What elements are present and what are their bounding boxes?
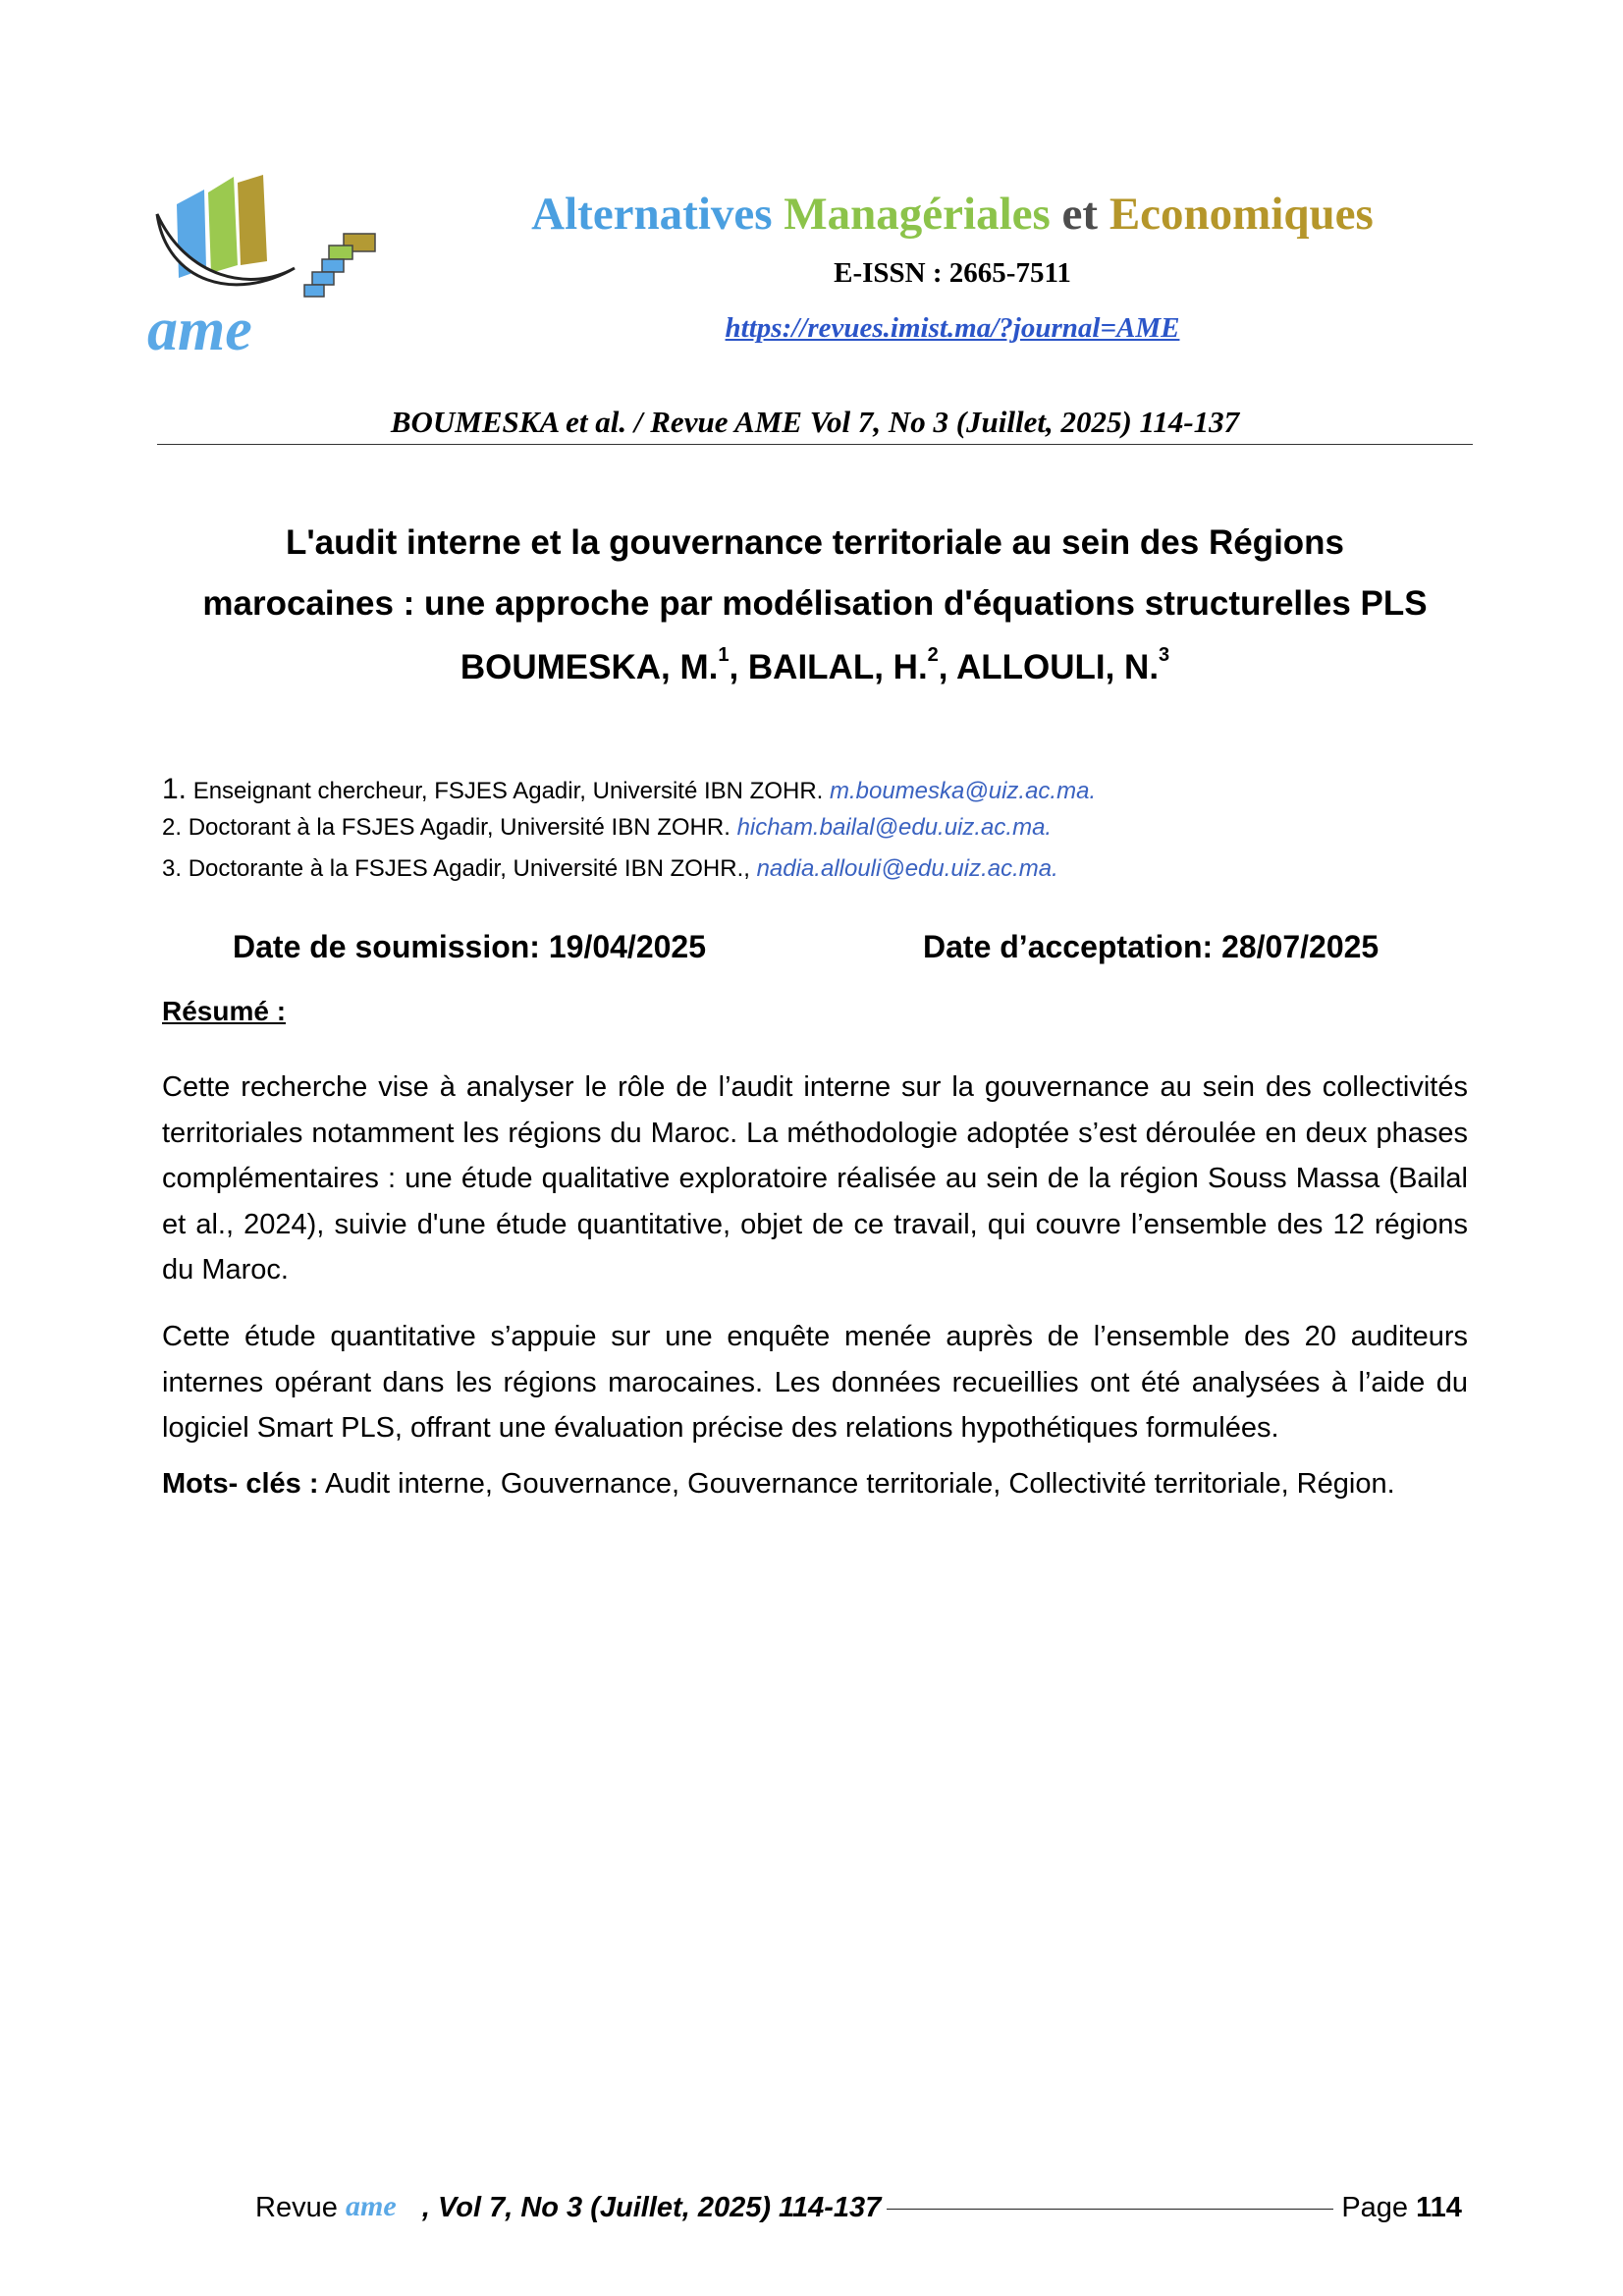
affiliation-2 [162,814,1052,842]
footer-logo-icon [346,2192,422,2221]
author-list: BOUMESKA, M.$^1$, BAILAL, H.$^2$, ALLOULI, N.$^3$ [460,644,1170,686]
paper-title-line-1: L'audit interne et la gouvernance territoriale au sein des Régions [285,523,1345,562]
paper-title [137,513,1492,634]
footer-page-label: Page [1341,2192,1417,2223]
journal-title [412,187,1492,242]
affiliation-text: Doctorant à la FSJES Agadir, Université IBN ZOHR. [188,814,737,841]
email-link[interactable]: hicham.bailal@edu.uiz.ac.ma. [736,814,1053,841]
email-link[interactable]: m.boumeska@uiz.ac.ma. [829,778,1097,804]
affiliation-number: 3. [162,855,183,882]
citation-header: BOUMESKA et al. / Revue AME Vol 7, No 3 (Juillet, 2025) 114-137 [390,405,1240,439]
author-name: BAILAL, H. [747,648,928,686]
journal-title-word-2: Managériales [784,189,1051,240]
author-superscript: 1 [718,644,730,666]
header-divider [157,444,1473,445]
abstract-heading: Résumé : [162,996,287,1026]
footer-citation: , Vol 7, No 3 (Juillet, 2025) 114-137 [421,2192,882,2223]
footer-divider [887,2209,1333,2210]
footer-prefix: Revue [255,2192,346,2223]
svg-text:ame: ame [345,2192,397,2221]
author-superscript: 3 [1159,644,1170,666]
paper-title-line-2: marocaines : une approche par modélisation d'équations structurelles PLS [202,584,1428,623]
affiliation-text: Doctorante à la FSJES Agadir, Université IBN ZOHR., [188,855,757,882]
page-number: 114 [1416,2192,1462,2223]
sailboats-logo-icon [147,175,407,356]
keywords-list: Audit interne, Gouvernance, Gouvernance territoriale, Collectivité territoriale, Région. [318,1468,1395,1500]
author-superscript: 2 [927,644,939,666]
journal-url-link[interactable]: https://revues.imist.ma/?journal=AME [725,312,1180,344]
acceptance-date: Date d’acceptation: 28/07/2025 [923,929,1380,964]
journal-logo [147,175,407,356]
abstract-paragraph: Cette recherche vise à analyser le rôle de l’audit interne sur la gouvernance au sein des collectivités territoriales notamment les régions du Maroc. La méthodologie adoptée s’est déroulée en deux phases complémentaires : une étude qualitative exploratoire réalisée au sein de la région Souss Massa (Bailal et al., 2024), suivie d'une étude quantitative, objet de ce travail, qui couvre l’ensemble des 12 régions du Maroc. [162,1071,1468,1285]
journal-title-word-3: et [1061,189,1099,240]
journal-title-word-1: Alternatives [531,189,773,240]
journal-title-word-4: Economiques [1109,189,1374,240]
page-footer [255,2192,1473,2231]
submission-date: Date de soumission: 19/04/2025 [233,929,706,964]
author-name: BOUMESKA, M. [460,648,719,686]
issn: E-ISSN : 2665-7511 [834,257,1071,289]
affiliation-number: 2. [162,814,183,841]
svg-text:ame: ame [147,297,252,356]
author-name: ALLOULI, N. [955,648,1160,686]
abstract-paragraph: Cette étude quantitative s’appuie sur une enquête menée auprès de l’ensemble des 20 auditeurs internes opérant dans les régions marocaines. Les données recueillies ont été analysées à l’aide du logiciel Smart PLS, offrant une évaluation précise des relations hypothétiques formulées. [162,1321,1468,1444]
affiliation-3 [162,855,1058,883]
keywords [162,1468,1497,1501]
affiliation-number: 1. [162,773,188,805]
affiliation-text: Enseignant chercheur, FSJES Agadir, Université IBN ZOHR. [192,778,830,804]
affiliation-1 [162,773,1096,806]
email-link[interactable]: nadia.allouli@edu.uiz.ac.ma. [756,855,1058,882]
keywords-label: Mots- clés : [162,1468,319,1500]
